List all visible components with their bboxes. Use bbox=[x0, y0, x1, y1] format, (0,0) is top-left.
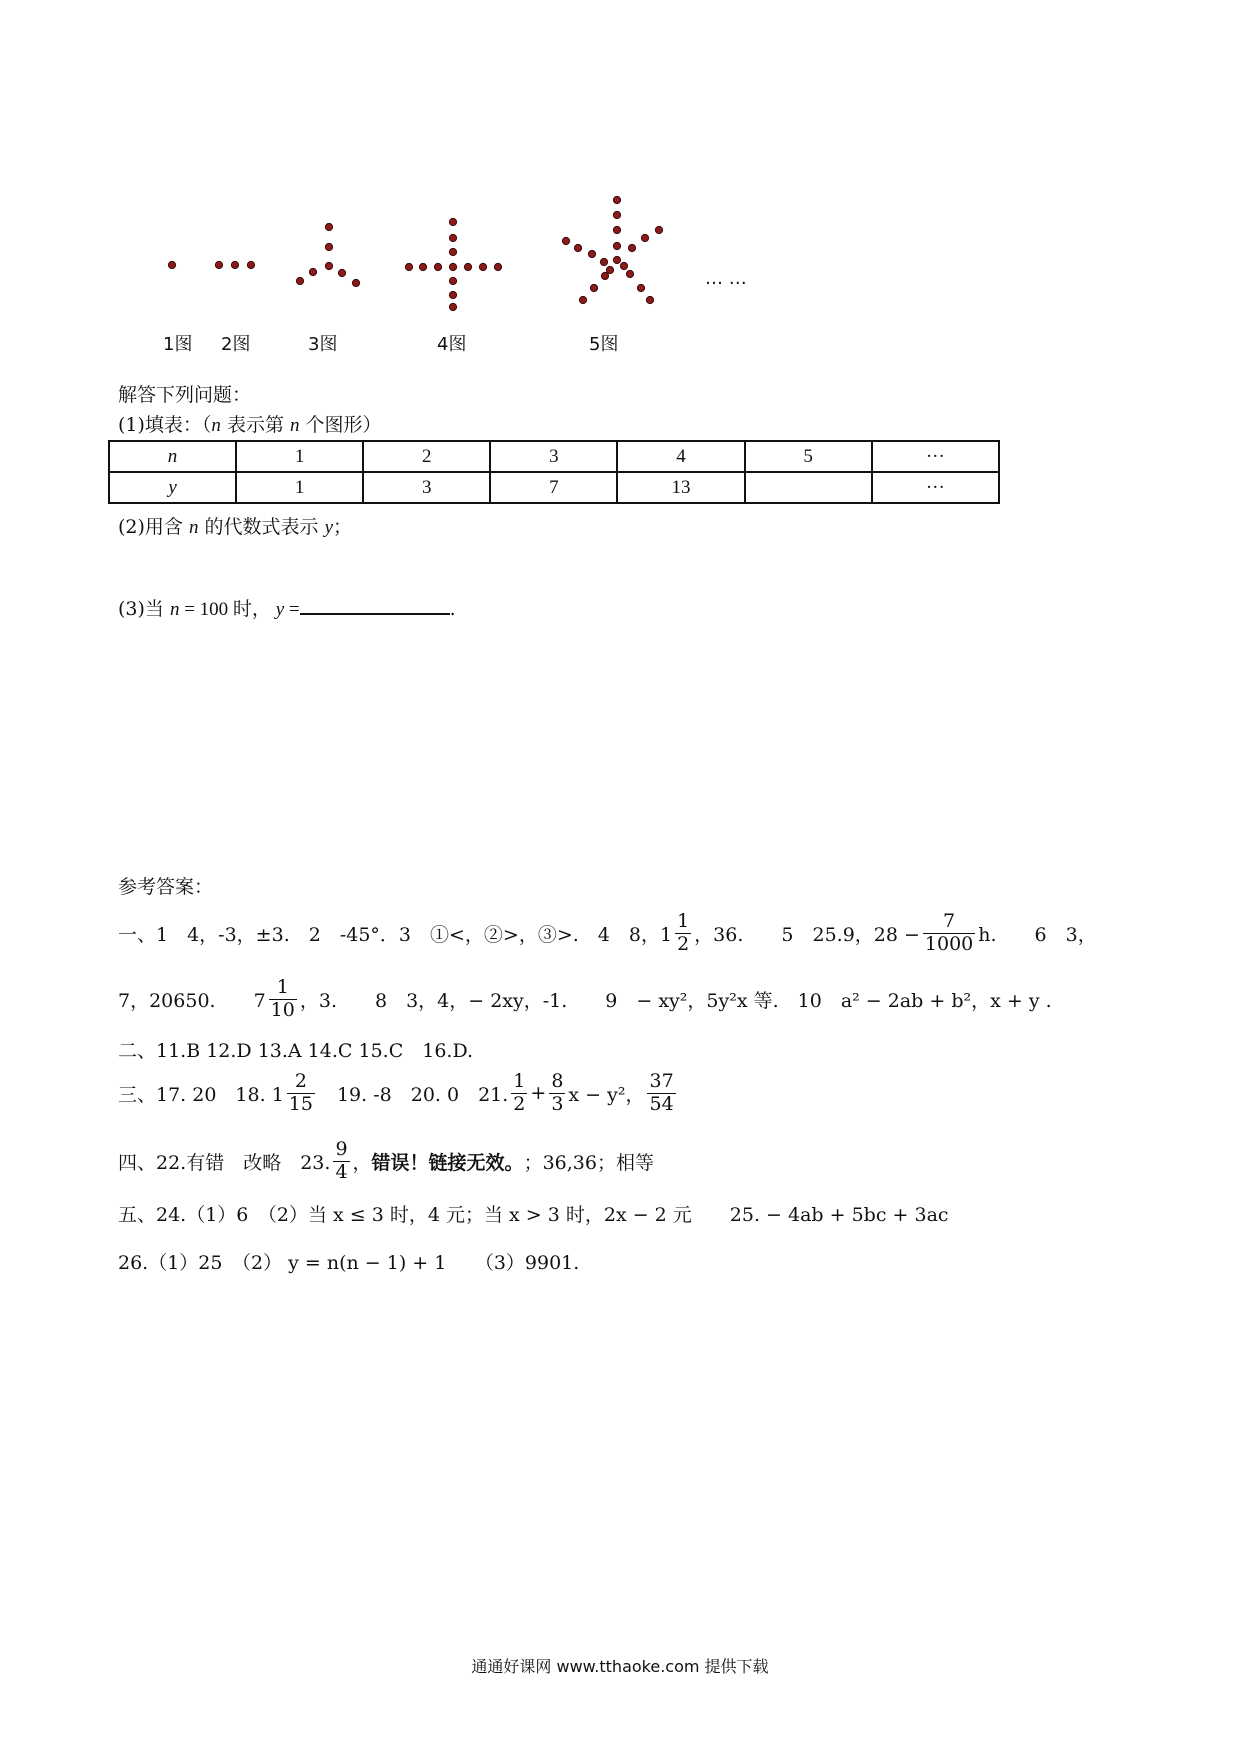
answers-line-1: 一、1 4，-3，±3. 2 -45°．3 ①<，②>，③>. 4 8，1 $\frac{1}{2}$ ，36. 5 25.9，28 − $\frac{7}{1000}$ h. 6 3， bbox=[118, 909, 1097, 955]
figure-1-dots bbox=[168, 261, 175, 268]
table-cell: 3 bbox=[363, 472, 490, 503]
figure-3-dots bbox=[296, 223, 359, 286]
table-cell: 4 bbox=[617, 441, 744, 472]
page-footer: 通通好课网 www.tthaoke.com 提供下载 bbox=[471, 1657, 769, 1676]
figure-2-dots bbox=[215, 261, 254, 268]
table-header-n: n bbox=[109, 441, 236, 472]
fill-in-table bbox=[108, 440, 1000, 504]
answers-line-5: 四、22.有错 改略 23. $\frac{9}{4}$ ， 错误！链接无效。 ；36,36；相等 bbox=[118, 1137, 654, 1183]
table-row-n bbox=[109, 441, 999, 472]
table-cell: 7 bbox=[490, 472, 617, 503]
figure-2-label: 2图 bbox=[221, 334, 251, 355]
figure-4-label: 4图 bbox=[437, 334, 467, 355]
problem-part-1: (1)填表：（n 表示第 n 个图形） bbox=[118, 414, 382, 436]
dot-pattern-figures bbox=[0, 0, 1240, 330]
table-header-y: y bbox=[109, 472, 236, 503]
problem-part-3: (3)当 n = 100 时， y = . bbox=[118, 594, 456, 621]
figure-3-label: 3图 bbox=[308, 334, 338, 355]
table-cell: 3 bbox=[490, 441, 617, 472]
table-cell: 2 bbox=[363, 441, 490, 472]
table-cell: ··· bbox=[872, 441, 999, 472]
table-cell: 13 bbox=[617, 472, 744, 503]
table-row-y bbox=[109, 472, 999, 503]
table-cell: 1 bbox=[236, 472, 363, 503]
answers-line-3: 二、11.B 12.D 13.A 14.C 15.C 16.D. bbox=[118, 1040, 474, 1062]
table-cell: 5 bbox=[745, 441, 872, 472]
problem-part-2: (2)用含 n 的代数式表示 y； bbox=[118, 516, 353, 538]
table-cell-blank[interactable] bbox=[745, 472, 872, 503]
answers-line-7: 26.（1）25 （2） y = n(n − 1) + 1 （3）9901. bbox=[118, 1252, 580, 1274]
answers-line-6: 五、24.（1）6 （2）当 x ≤ 3 时，4 元；当 x > 3 时，2x − 2 元 25. − 4ab + 5bc + 3ac bbox=[118, 1204, 949, 1226]
broken-link-text: 错误！链接无效。 bbox=[371, 1151, 524, 1174]
table-cell: ··· bbox=[872, 472, 999, 503]
figure-4-dots bbox=[405, 218, 501, 310]
continuation-ellipsis: … … bbox=[705, 268, 747, 289]
figure-1-label: 1图 bbox=[163, 334, 193, 355]
answers-heading: 参考答案： bbox=[118, 876, 214, 898]
answers-line-2: 7，20650. 7 $\frac{1}{10}$ ，3. 8 3，4，− 2xy，-1. 9 − xy²，5y²x 等. 10 a² − 2ab + b²，x + y . bbox=[118, 975, 1052, 1021]
answers-line-4: 三、17. 20 18. 1 $\frac{2}{15}$ 19. -8 20. 0 21. $\frac{1}{2}$ + $\frac{8}{3}$ x − y²， $\frac{37}{54}$ bbox=[118, 1069, 674, 1115]
figure-5-dots bbox=[562, 196, 662, 303]
table-cell: 1 bbox=[236, 441, 363, 472]
problem-intro: 解答下列问题： bbox=[118, 384, 252, 406]
answer-blank[interactable] bbox=[300, 595, 450, 615]
figure-5-label: 5图 bbox=[589, 334, 619, 355]
